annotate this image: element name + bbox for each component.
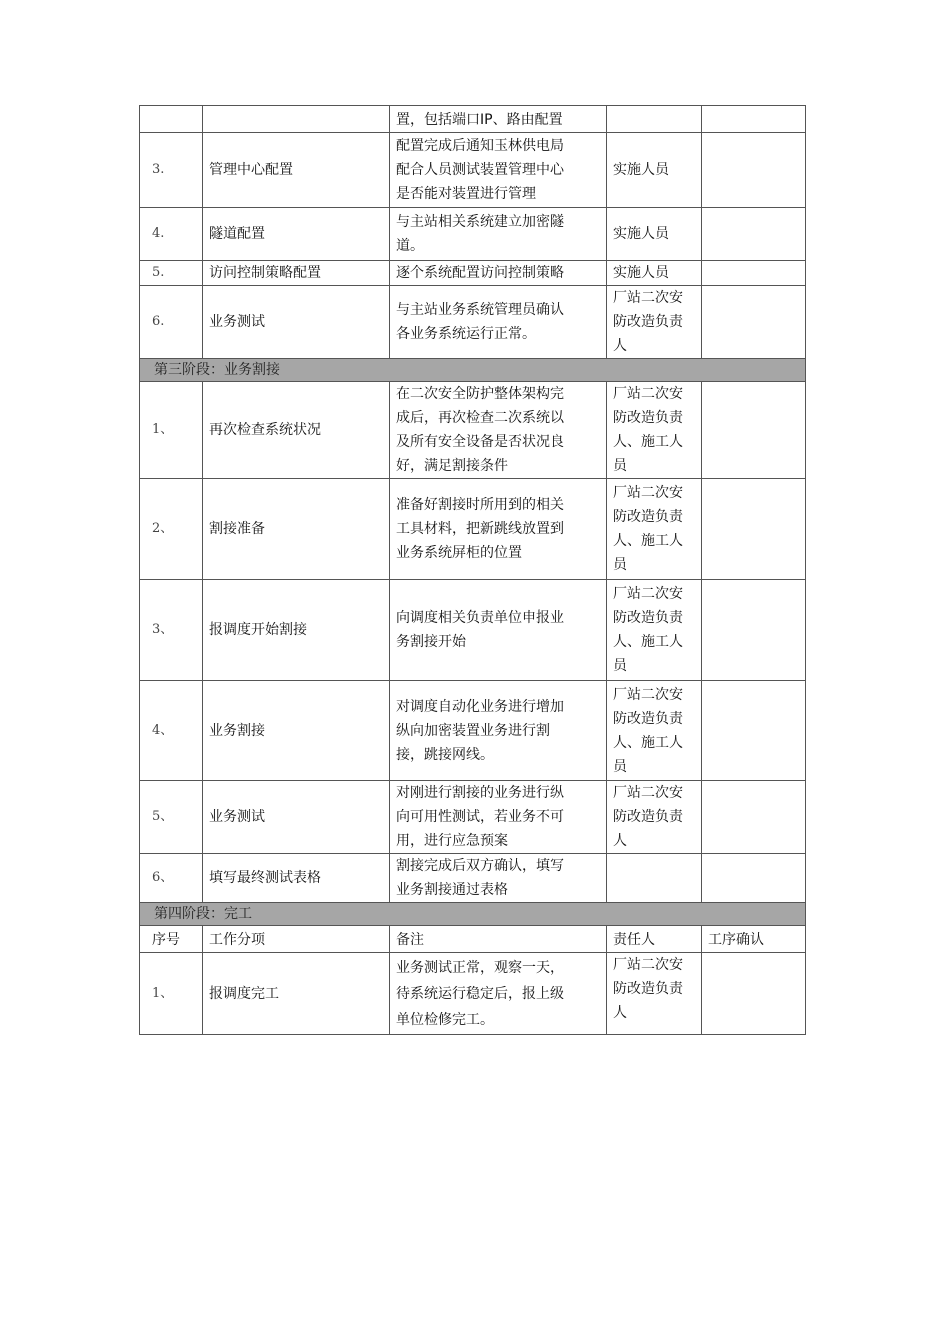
confirm-cell bbox=[702, 781, 806, 854]
row-number: 3、 bbox=[140, 580, 203, 681]
row-number: 6. bbox=[140, 286, 203, 359]
note-cell: 对调度自动化业务进行增加 纵向加密装置业务进行割 接，跳接网线。 bbox=[390, 681, 607, 781]
header-confirm: 工序确认 bbox=[702, 926, 806, 953]
row-number: 5、 bbox=[140, 781, 203, 854]
responsible-cell bbox=[607, 106, 702, 133]
responsible-cell: 厂站二次安 防改造负责 人 bbox=[607, 953, 702, 1035]
task-cell: 割接准备 bbox=[203, 479, 390, 580]
table-row bbox=[140, 953, 806, 1035]
table-row bbox=[140, 580, 806, 681]
task-cell: 管理中心配置 bbox=[203, 133, 390, 208]
table-row bbox=[140, 286, 806, 359]
row-number: 5. bbox=[140, 261, 203, 286]
confirm-cell bbox=[702, 286, 806, 359]
task-cell: 业务测试 bbox=[203, 286, 390, 359]
confirm-cell bbox=[702, 261, 806, 286]
responsible-cell: 厂站二次安 防改造负责 人 bbox=[607, 286, 702, 359]
row-number: 2、 bbox=[140, 479, 203, 580]
responsible-cell: 厂站二次安 防改造负责 人、施工人 员 bbox=[607, 580, 702, 681]
responsible-cell bbox=[607, 854, 702, 903]
header-responsible: 责任人 bbox=[607, 926, 702, 953]
table-row bbox=[140, 681, 806, 781]
table-row bbox=[140, 479, 806, 580]
table-row bbox=[140, 133, 806, 208]
phase-header-row bbox=[140, 903, 806, 926]
note-cell: 与主站业务系统管理员确认 各业务系统运行正常。 bbox=[390, 286, 607, 359]
row-number: 1、 bbox=[140, 382, 203, 479]
confirm-cell bbox=[702, 580, 806, 681]
responsible-cell: 实施人员 bbox=[607, 208, 702, 261]
confirm-cell bbox=[702, 479, 806, 580]
note-cell: 逐个系统配置访问控制策略 bbox=[390, 261, 607, 286]
table-row bbox=[140, 382, 806, 479]
note-cell: 准备好割接时所用到的相关 工具材料，把新跳线放置到 业务系统屏柜的位置 bbox=[390, 479, 607, 580]
note-cell: 割接完成后双方确认，填写 业务割接通过表格 bbox=[390, 854, 607, 903]
row-number bbox=[140, 106, 203, 133]
note-cell: 向调度相关负责单位申报业 务割接开始 bbox=[390, 580, 607, 681]
confirm-cell bbox=[702, 208, 806, 261]
responsible-cell: 实施人员 bbox=[607, 133, 702, 208]
table-row bbox=[140, 781, 806, 854]
table-row bbox=[140, 208, 806, 261]
table-row bbox=[140, 106, 806, 133]
task-cell bbox=[203, 106, 390, 133]
task-cell: 报调度开始割接 bbox=[203, 580, 390, 681]
note-cell: 对刚进行割接的业务进行纵 向可用性测试，若业务不可 用，进行应急预案 bbox=[390, 781, 607, 854]
note-cell: 与主站相关系统建立加密隧 道。 bbox=[390, 208, 607, 261]
note-cell: 业务测试正常，观察一天， 待系统运行稳定后，报上级 单位检修完工。 bbox=[390, 953, 607, 1035]
header-task: 工作分项 bbox=[203, 926, 390, 953]
confirm-cell bbox=[702, 953, 806, 1035]
responsible-cell: 厂站二次安 防改造负责 人、施工人 员 bbox=[607, 681, 702, 781]
note-cell: 在二次安全防护整体架构完 成后，再次检查二次系统以 及所有安全设备是否状况良 好，满足割接条件 bbox=[390, 382, 607, 479]
row-number: 4. bbox=[140, 208, 203, 261]
responsible-cell: 实施人员 bbox=[607, 261, 702, 286]
task-cell: 访问控制策略配置 bbox=[203, 261, 390, 286]
confirm-cell bbox=[702, 133, 806, 208]
work-plan-table bbox=[139, 105, 806, 1035]
note-cell: 置，包括端口IP、路由配置 bbox=[390, 106, 607, 133]
task-cell: 隧道配置 bbox=[203, 208, 390, 261]
table-row bbox=[140, 261, 806, 286]
confirm-cell bbox=[702, 106, 806, 133]
table-row bbox=[140, 854, 806, 903]
responsible-cell: 厂站二次安 防改造负责 人 bbox=[607, 781, 702, 854]
row-number: 1、 bbox=[140, 953, 203, 1035]
row-number: 4、 bbox=[140, 681, 203, 781]
header-note: 备注 bbox=[390, 926, 607, 953]
confirm-cell bbox=[702, 382, 806, 479]
row-number: 3. bbox=[140, 133, 203, 208]
confirm-cell bbox=[702, 681, 806, 781]
responsible-cell: 厂站二次安 防改造负责 人、施工人 员 bbox=[607, 479, 702, 580]
responsible-cell: 厂站二次安 防改造负责 人、施工人 员 bbox=[607, 382, 702, 479]
phase-header-row bbox=[140, 359, 806, 382]
phase3-title: 第三阶段：业务割接 bbox=[140, 359, 806, 382]
header-no: 序号 bbox=[140, 926, 203, 953]
row-number: 6、 bbox=[140, 854, 203, 903]
confirm-cell bbox=[702, 854, 806, 903]
phase4-title: 第四阶段：完工 bbox=[140, 903, 806, 926]
task-cell: 再次检查系统状况 bbox=[203, 382, 390, 479]
task-cell: 报调度完工 bbox=[203, 953, 390, 1035]
task-cell: 业务割接 bbox=[203, 681, 390, 781]
column-header-row bbox=[140, 926, 806, 953]
task-cell: 填写最终测试表格 bbox=[203, 854, 390, 903]
task-cell: 业务测试 bbox=[203, 781, 390, 854]
note-cell: 配置完成后通知玉林供电局 配合人员测试装置管理中心 是否能对装置进行管理 bbox=[390, 133, 607, 208]
